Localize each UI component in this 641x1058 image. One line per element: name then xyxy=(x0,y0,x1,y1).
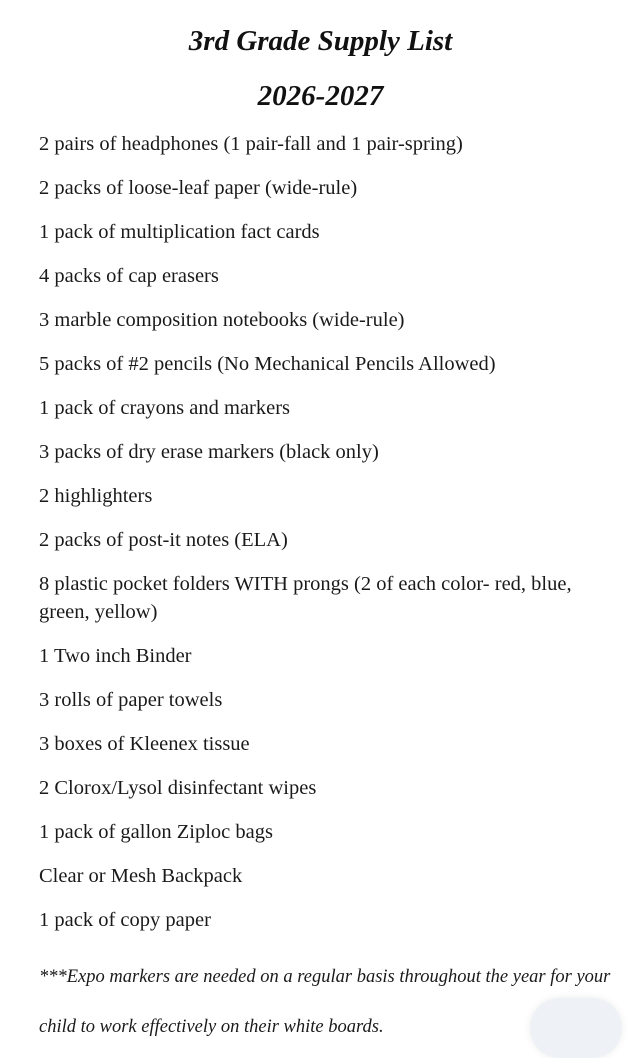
list-item: 2 Clorox/Lysol disinfectant wipes xyxy=(39,777,317,799)
floating-action-button[interactable] xyxy=(530,998,622,1058)
list-item: 2 highlighters xyxy=(39,485,153,507)
supply-list xyxy=(39,130,624,950)
list-item: 3 marble composition notebooks (wide-rule) xyxy=(39,309,405,331)
list-item: 2 packs of post-it notes (ELA) xyxy=(39,529,288,551)
list-item: 1 pack of gallon Ziploc bags xyxy=(39,821,273,843)
list-item: 5 packs of #2 pencils (No Mechanical Pencils Allowed) xyxy=(39,353,496,375)
document-title: 3rd Grade Supply List xyxy=(188,25,453,57)
list-item: 1 pack of crayons and markers xyxy=(39,397,291,419)
list-item: 8 plastic pocket folders WITH prongs (2 of each color- red, blue, green, yellow) xyxy=(39,573,572,623)
list-item: 2 packs of loose-leaf paper (wide-rule) xyxy=(39,177,358,199)
list-item: 4 packs of cap erasers xyxy=(39,265,219,287)
list-item: Clear or Mesh Backpack xyxy=(39,865,243,887)
list-item: 3 boxes of Kleenex tissue xyxy=(39,733,250,755)
list-item: 2 pairs of headphones (1 pair-fall and 1 pair-spring) xyxy=(39,133,463,155)
list-item: 1 pack of multiplication fact cards xyxy=(39,221,320,243)
document-year: 2026-2027 xyxy=(257,80,384,112)
list-item: 3 rolls of paper towels xyxy=(39,689,223,711)
list-item: 3 packs of dry erase markers (black only) xyxy=(39,441,379,463)
list-item: 1 Two inch Binder xyxy=(39,645,192,667)
expo-markers-note: ***Expo markers are needed on a regular basis throughout the year for your child to work effectively on their white boards. xyxy=(39,967,611,1037)
list-item: 1 pack of copy paper xyxy=(39,909,211,931)
